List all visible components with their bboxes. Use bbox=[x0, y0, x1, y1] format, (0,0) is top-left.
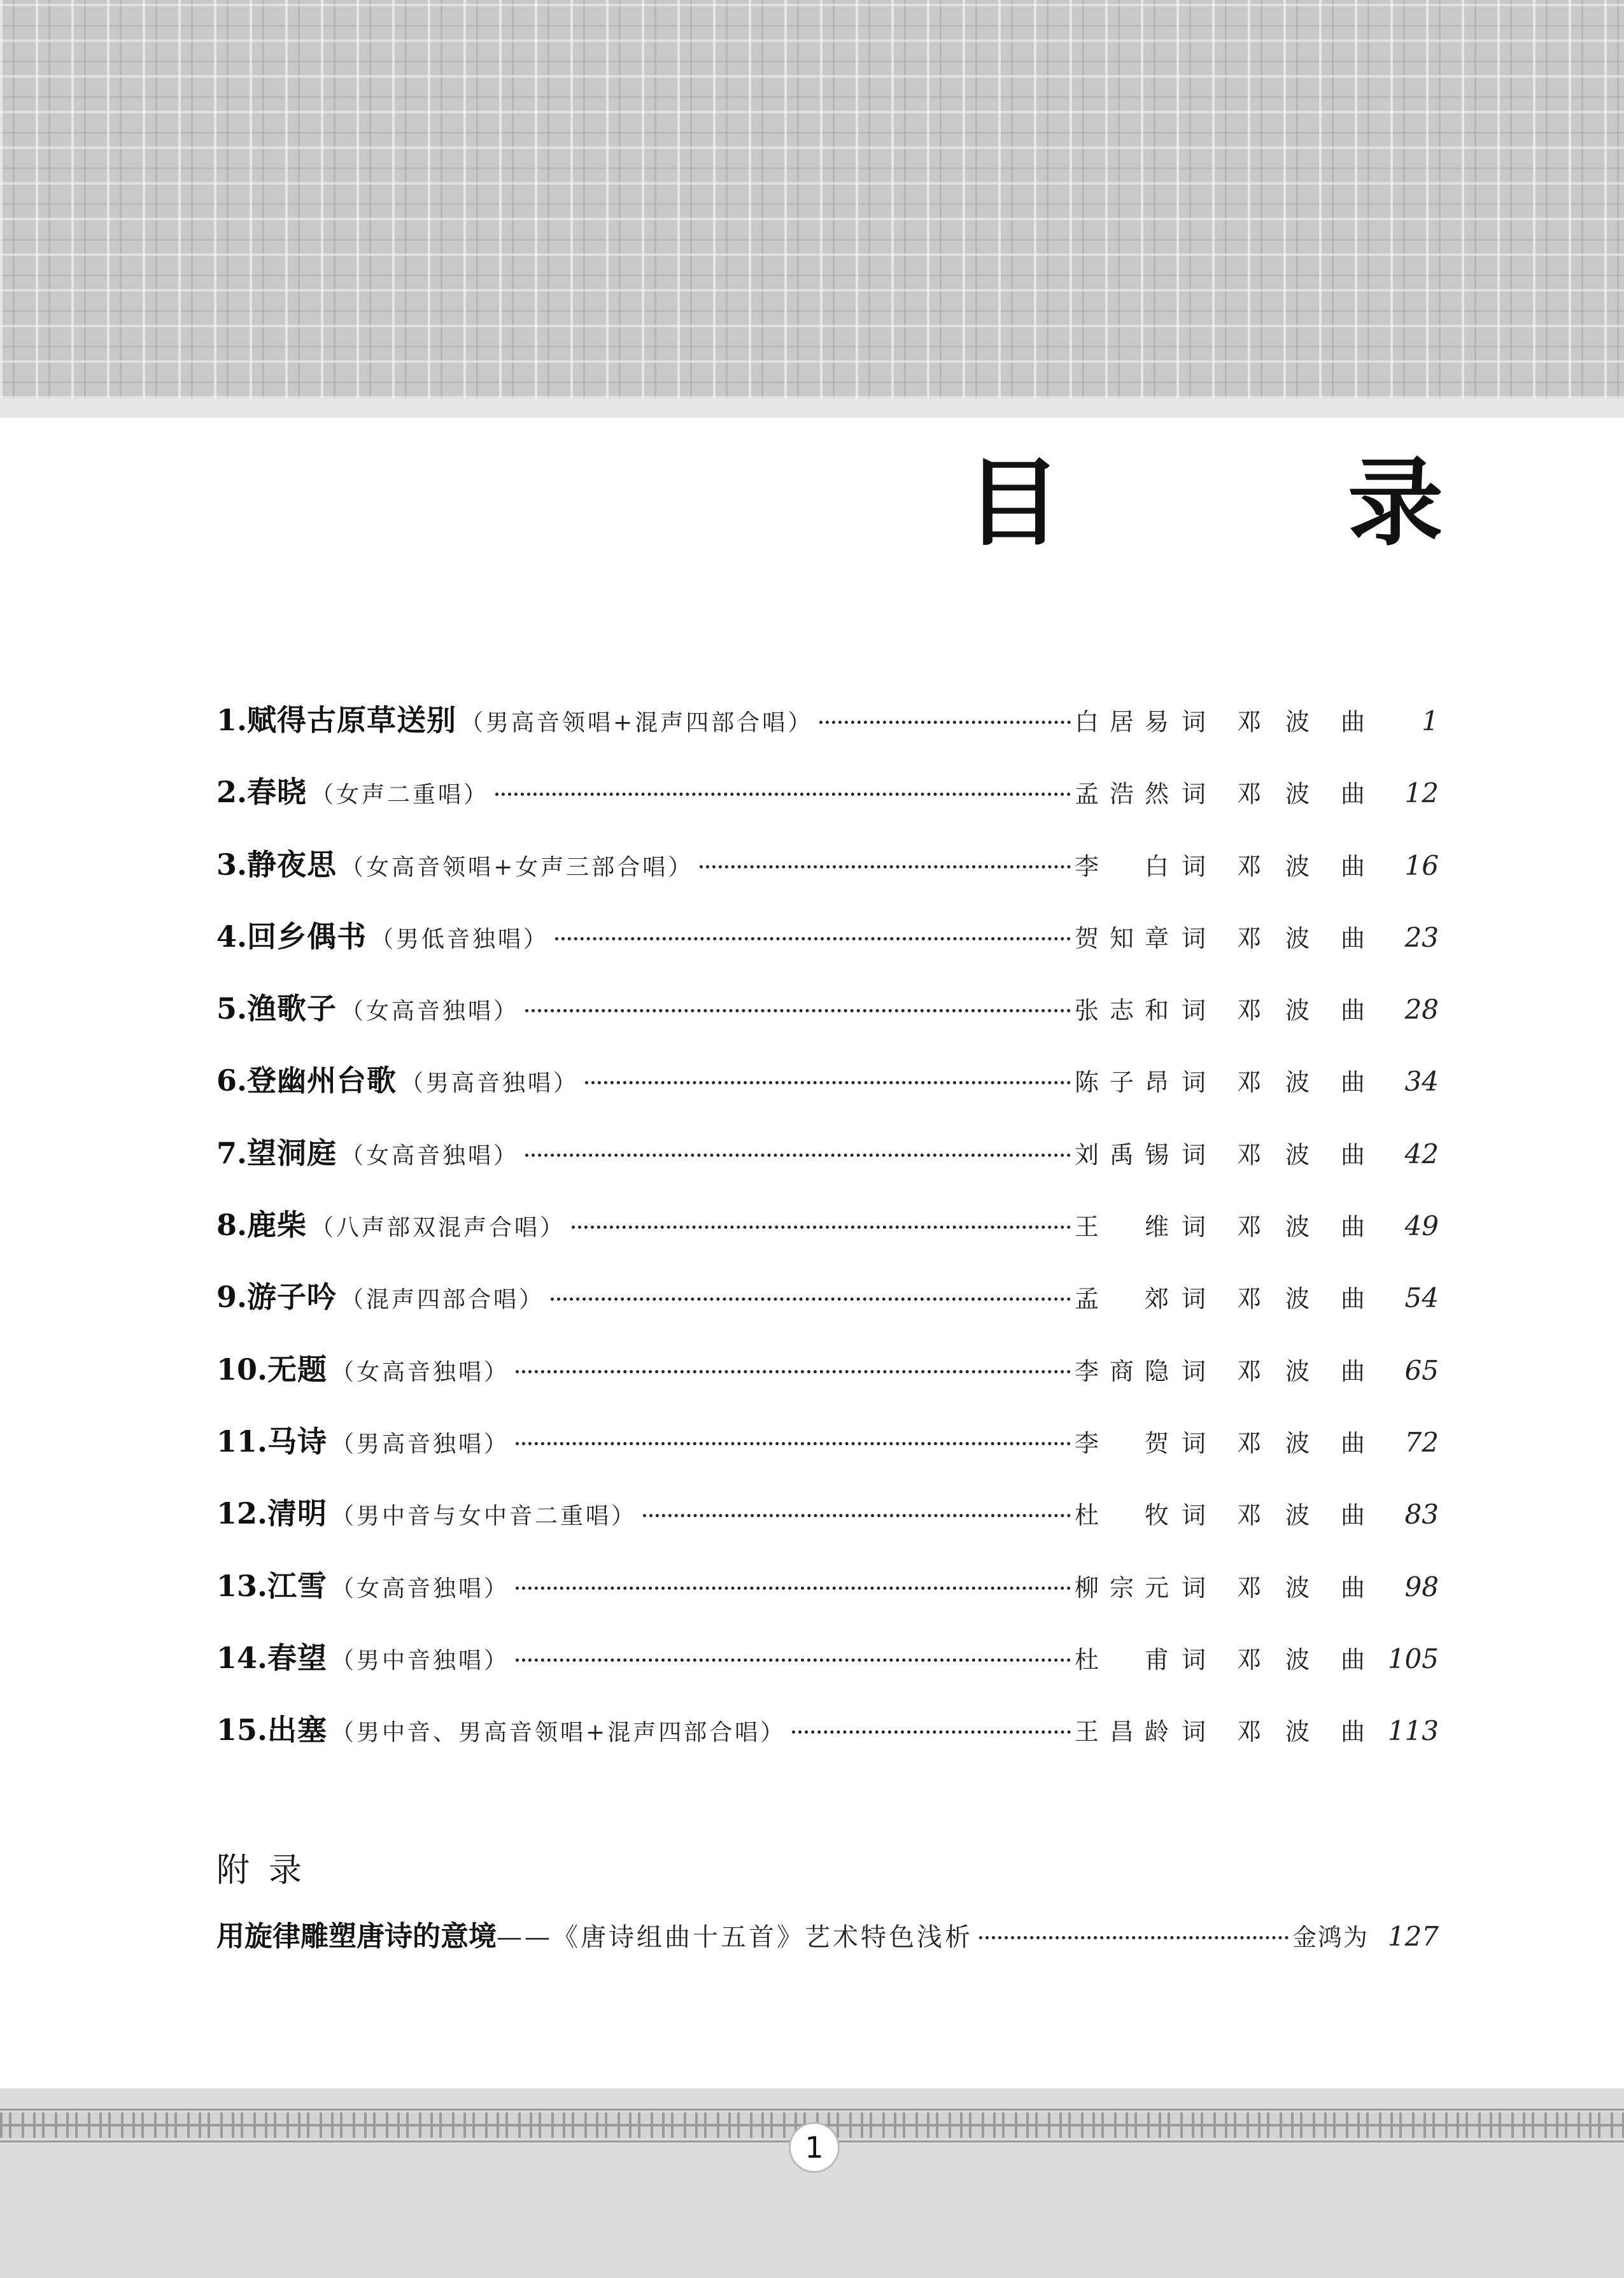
lyricist-label: 词 bbox=[1181, 852, 1206, 881]
toc-entry-page-number: 12 bbox=[1404, 777, 1439, 809]
toc-entry-page-number: 105 bbox=[1387, 1643, 1439, 1674]
toc-entry-poet: 杜 甫 bbox=[1075, 1645, 1170, 1674]
toc-entry-number: 3. bbox=[216, 847, 248, 882]
toc-entry-poet: 柳宗元 bbox=[1075, 1573, 1170, 1602]
appendix-entry[interactable] bbox=[216, 1913, 1439, 1954]
toc-entry-voicing: （男高音独唱） bbox=[331, 1431, 510, 1457]
composer-label: 曲 bbox=[1340, 1429, 1365, 1457]
toc-entry-credits bbox=[1178, 774, 1369, 809]
dot-leader bbox=[792, 1730, 1071, 1734]
composer-label: 曲 bbox=[1340, 1573, 1365, 1602]
composer-label: 曲 bbox=[1340, 1718, 1365, 1746]
toc-entry[interactable] bbox=[216, 1058, 1439, 1129]
table-of-contents bbox=[216, 697, 1439, 1779]
toc-entry-page-number: 65 bbox=[1404, 1354, 1439, 1386]
toc-entry-number: 13. bbox=[216, 1568, 268, 1603]
appendix-author: 金鸿为 bbox=[1292, 1923, 1369, 1951]
toc-entry-page-number: 98 bbox=[1404, 1571, 1439, 1602]
toc-entry-composer: 邓 波 bbox=[1236, 1140, 1310, 1169]
toc-entry-composer: 邓 波 bbox=[1236, 1068, 1310, 1097]
toc-entry-heading bbox=[216, 914, 1075, 956]
toc-entry-page-number: 54 bbox=[1404, 1282, 1439, 1314]
appendix-heading: 附录 bbox=[216, 1851, 321, 1890]
toc-entry-number: 15. bbox=[216, 1713, 268, 1748]
composer-label: 曲 bbox=[1340, 1501, 1365, 1530]
dot-leader bbox=[525, 1154, 1071, 1157]
toc-entry-voicing: （女高音独唱） bbox=[331, 1359, 510, 1385]
lyricist-label: 词 bbox=[1181, 780, 1206, 809]
toc-entry-voicing: （男高音独唱） bbox=[400, 1070, 579, 1097]
appendix-subtitle: ——《唐诗组曲十五首》艺术特色浅析 bbox=[497, 1923, 973, 1952]
composer-label: 曲 bbox=[1340, 780, 1365, 809]
toc-entry-heading bbox=[216, 769, 1075, 811]
toc-entry-number: 1. bbox=[216, 703, 248, 737]
toc-entry-poet: 白居易 bbox=[1075, 708, 1170, 736]
composer-label: 曲 bbox=[1340, 708, 1365, 736]
toc-entry-poet: 贺知章 bbox=[1075, 924, 1170, 952]
toc-entry-credits bbox=[1178, 991, 1369, 1026]
toc-entry-voicing: （男中音、男高音领唱+混声四部合唱） bbox=[331, 1720, 786, 1746]
toc-entry-credits bbox=[1178, 1135, 1369, 1170]
toc-entry-voicing: （女高音独唱） bbox=[341, 998, 519, 1025]
page-number-badge: 1 bbox=[789, 2122, 840, 2173]
dot-leader bbox=[525, 1009, 1071, 1012]
toc-entry-heading bbox=[216, 1274, 1075, 1316]
toc-entry-composer: 邓 波 bbox=[1236, 1501, 1310, 1530]
toc-entry-number: 8. bbox=[216, 1208, 248, 1243]
lyricist-label: 词 bbox=[1181, 1429, 1206, 1457]
lyricist-label: 词 bbox=[1181, 1357, 1206, 1385]
composer-label: 曲 bbox=[1340, 1285, 1365, 1313]
toc-entry-page-number: 72 bbox=[1404, 1426, 1439, 1458]
composer-label: 曲 bbox=[1340, 924, 1365, 952]
composer-label: 曲 bbox=[1340, 1140, 1365, 1169]
toc-entry-number: 10. bbox=[216, 1352, 268, 1387]
toc-entry-heading bbox=[216, 842, 1075, 884]
toc-entry-credits bbox=[1178, 702, 1369, 737]
toc-entry-page-number: 83 bbox=[1404, 1499, 1439, 1531]
toc-entry-poet: 李 白 bbox=[1075, 852, 1170, 881]
header-pattern-band bbox=[0, 0, 1624, 399]
toc-entry[interactable] bbox=[216, 1635, 1439, 1707]
toc-entry-composer: 邓 波 bbox=[1236, 1573, 1310, 1602]
toc-entry-heading bbox=[216, 1418, 1075, 1461]
composer-label: 曲 bbox=[1340, 1068, 1365, 1097]
toc-entry-poet: 陈子昂 bbox=[1075, 1068, 1170, 1097]
toc-entry-title: 春望 bbox=[267, 1640, 328, 1675]
composer-label: 曲 bbox=[1340, 1213, 1365, 1242]
toc-entry-number: 2. bbox=[216, 775, 248, 810]
dot-leader bbox=[819, 721, 1071, 724]
dot-leader bbox=[979, 1936, 1289, 1939]
toc-entry[interactable] bbox=[216, 1130, 1439, 1202]
toc-entry-voicing: （女声二重唱） bbox=[311, 782, 490, 809]
toc-entry[interactable] bbox=[216, 1274, 1439, 1346]
composer-label: 曲 bbox=[1340, 1645, 1365, 1674]
toc-entry-poet: 杜 牧 bbox=[1075, 1501, 1170, 1530]
dot-leader bbox=[516, 1587, 1071, 1590]
toc-entry-composer: 邓 波 bbox=[1236, 852, 1310, 881]
dot-leader bbox=[555, 937, 1071, 940]
toc-entry-voicing: （男中音与女中音二重唱） bbox=[331, 1503, 637, 1530]
lyricist-label: 词 bbox=[1181, 708, 1206, 736]
lyricist-label: 词 bbox=[1181, 1501, 1206, 1530]
toc-entry-poet: 刘禹锡 bbox=[1075, 1140, 1170, 1169]
toc-entry[interactable] bbox=[216, 986, 1439, 1058]
footer-rule-top bbox=[0, 2109, 1624, 2111]
lyricist-label: 词 bbox=[1181, 924, 1206, 952]
toc-entry-voicing: （女高音独唱） bbox=[341, 1142, 519, 1169]
lyricist-label: 词 bbox=[1181, 1213, 1206, 1242]
dot-leader bbox=[516, 1442, 1071, 1445]
toc-entry-title: 鹿柴 bbox=[247, 1208, 307, 1243]
toc-entry[interactable] bbox=[216, 697, 1439, 769]
toc-entry-credits bbox=[1178, 847, 1369, 882]
toc-entry-poet: 孟浩然 bbox=[1075, 780, 1170, 809]
toc-entry-title: 出塞 bbox=[267, 1713, 328, 1748]
toc-entry-page-number: 23 bbox=[1404, 921, 1439, 953]
toc-entry-number: 4. bbox=[216, 919, 248, 954]
toc-entry-composer: 邓 波 bbox=[1236, 924, 1310, 952]
toc-entry-voicing: （女高音独唱） bbox=[331, 1575, 510, 1602]
toc-entry-composer: 邓 波 bbox=[1236, 1213, 1310, 1242]
toc-entry-credits bbox=[1178, 1424, 1369, 1459]
toc-entry-credits bbox=[1178, 919, 1369, 954]
dot-leader bbox=[551, 1298, 1071, 1301]
toc-entry[interactable] bbox=[216, 1347, 1439, 1418]
toc-entry[interactable] bbox=[216, 1418, 1439, 1490]
toc-entry-heading bbox=[216, 1490, 1075, 1532]
lyricist-label: 词 bbox=[1181, 1645, 1206, 1674]
toc-entry-number: 14. bbox=[216, 1640, 268, 1675]
toc-entry-credits bbox=[1178, 1712, 1369, 1747]
toc-entry[interactable] bbox=[216, 842, 1439, 914]
toc-entry-page-number: 49 bbox=[1404, 1210, 1439, 1242]
toc-entry-title: 望洞庭 bbox=[247, 1135, 337, 1170]
toc-entry-heading bbox=[216, 1635, 1075, 1677]
lyricist-label: 词 bbox=[1181, 1068, 1206, 1097]
toc-entry-number: 5. bbox=[216, 991, 248, 1026]
toc-entry-voicing: （男高音领唱+混声四部合唱） bbox=[460, 710, 814, 736]
toc-entry-number: 11. bbox=[216, 1424, 268, 1459]
toc-entry-credits bbox=[1178, 1207, 1369, 1242]
dot-leader bbox=[643, 1514, 1071, 1517]
toc-entry[interactable] bbox=[216, 914, 1439, 986]
toc-entry[interactable] bbox=[216, 769, 1439, 841]
toc-entry-heading bbox=[216, 1130, 1075, 1172]
toc-entry-voicing: （男低音独唱） bbox=[371, 926, 549, 952]
page-title: 目 录 bbox=[965, 447, 1539, 559]
toc-entry-page-number: 113 bbox=[1387, 1715, 1439, 1747]
toc-entry-title: 渔歌子 bbox=[247, 991, 337, 1026]
lyricist-label: 词 bbox=[1181, 1718, 1206, 1746]
toc-entry-credits bbox=[1178, 1496, 1369, 1531]
toc-entry-title: 无题 bbox=[267, 1352, 328, 1387]
toc-entry-number: 7. bbox=[216, 1135, 248, 1170]
toc-entry[interactable] bbox=[216, 1563, 1439, 1635]
toc-entry-composer: 邓 波 bbox=[1236, 1718, 1310, 1746]
toc-entry-poet: 李 贺 bbox=[1075, 1429, 1170, 1457]
composer-label: 曲 bbox=[1340, 852, 1365, 881]
dot-leader bbox=[585, 1081, 1071, 1084]
toc-entry-credits bbox=[1178, 1352, 1369, 1387]
toc-entry-credits bbox=[1178, 1279, 1369, 1314]
toc-entry-credits bbox=[1178, 1640, 1369, 1675]
header-stripe bbox=[0, 399, 1624, 418]
toc-entry-title: 清明 bbox=[267, 1496, 328, 1531]
toc-entry-composer: 邓 波 bbox=[1236, 780, 1310, 809]
toc-entry-composer: 邓 波 bbox=[1236, 1429, 1310, 1457]
toc-entry-title: 春晓 bbox=[247, 775, 307, 810]
toc-entry-poet: 李商隐 bbox=[1075, 1357, 1170, 1385]
toc-entry-title: 回乡偶书 bbox=[247, 919, 367, 954]
toc-entry-page-number: 42 bbox=[1404, 1138, 1439, 1170]
composer-label: 曲 bbox=[1340, 1357, 1365, 1385]
toc-entry-title: 游子吟 bbox=[247, 1280, 337, 1315]
lyricist-label: 词 bbox=[1181, 1285, 1206, 1313]
lyricist-label: 词 bbox=[1181, 1140, 1206, 1169]
toc-entry-composer: 邓 波 bbox=[1236, 1357, 1310, 1385]
toc-entry-poet: 张志和 bbox=[1075, 996, 1170, 1025]
toc-entry-page-number: 34 bbox=[1404, 1066, 1439, 1098]
toc-entry[interactable] bbox=[216, 1202, 1439, 1274]
toc-entry-voicing: （八声部双混声合唱） bbox=[311, 1215, 566, 1242]
dot-leader bbox=[516, 1370, 1071, 1373]
toc-entry-title: 登幽州台歌 bbox=[247, 1063, 397, 1098]
toc-entry-title: 静夜思 bbox=[247, 847, 337, 882]
toc-entry-poet: 王昌龄 bbox=[1075, 1718, 1170, 1746]
dot-leader bbox=[700, 865, 1071, 868]
toc-entry[interactable] bbox=[216, 1707, 1439, 1779]
appendix-title: 用旋律雕塑唐诗的意境 bbox=[216, 1920, 497, 1953]
toc-entry-heading bbox=[216, 1202, 1075, 1244]
toc-entry-credits bbox=[1178, 1063, 1369, 1098]
appendix-page-number: 127 bbox=[1387, 1921, 1439, 1952]
toc-entry-heading bbox=[216, 1058, 1075, 1100]
dot-leader bbox=[516, 1659, 1071, 1662]
toc-entry-voicing: （混声四部合唱） bbox=[341, 1287, 545, 1313]
toc-entry-voicing: （女高音领唱+女声三部合唱） bbox=[341, 854, 694, 881]
toc-entry-title: 江雪 bbox=[267, 1568, 328, 1603]
toc-entry-heading bbox=[216, 697, 1075, 739]
toc-entry-composer: 邓 波 bbox=[1236, 996, 1310, 1025]
toc-entry-page-number: 16 bbox=[1404, 849, 1439, 881]
toc-entry-composer: 邓 波 bbox=[1236, 708, 1310, 736]
lyricist-label: 词 bbox=[1181, 996, 1206, 1025]
toc-entry-page-number: 1 bbox=[1422, 705, 1439, 737]
toc-entry-heading bbox=[216, 986, 1075, 1028]
toc-entry-credits bbox=[1178, 1568, 1369, 1603]
toc-entry-heading bbox=[216, 1347, 1075, 1389]
toc-entry-poet: 孟 郊 bbox=[1075, 1285, 1170, 1313]
toc-entry-title: 马诗 bbox=[267, 1424, 328, 1459]
toc-entry-composer: 邓 波 bbox=[1236, 1645, 1310, 1674]
toc-entry-page-number: 28 bbox=[1404, 994, 1439, 1026]
toc-entry-heading bbox=[216, 1707, 1075, 1749]
composer-label: 曲 bbox=[1340, 996, 1365, 1025]
toc-entry-heading bbox=[216, 1563, 1075, 1605]
toc-entry-composer: 邓 波 bbox=[1236, 1285, 1310, 1313]
toc-entry-number: 6. bbox=[216, 1063, 248, 1098]
toc-entry[interactable] bbox=[216, 1490, 1439, 1562]
dot-leader bbox=[495, 793, 1071, 796]
toc-entry-number: 12. bbox=[216, 1496, 268, 1531]
toc-entry-poet: 王 维 bbox=[1075, 1213, 1170, 1242]
toc-entry-voicing: （男中音独唱） bbox=[331, 1647, 510, 1674]
dot-leader bbox=[572, 1226, 1071, 1229]
toc-entry-title: 赋得古原草送别 bbox=[247, 703, 457, 737]
lyricist-label: 词 bbox=[1181, 1573, 1206, 1602]
toc-entry-number: 9. bbox=[216, 1280, 248, 1315]
